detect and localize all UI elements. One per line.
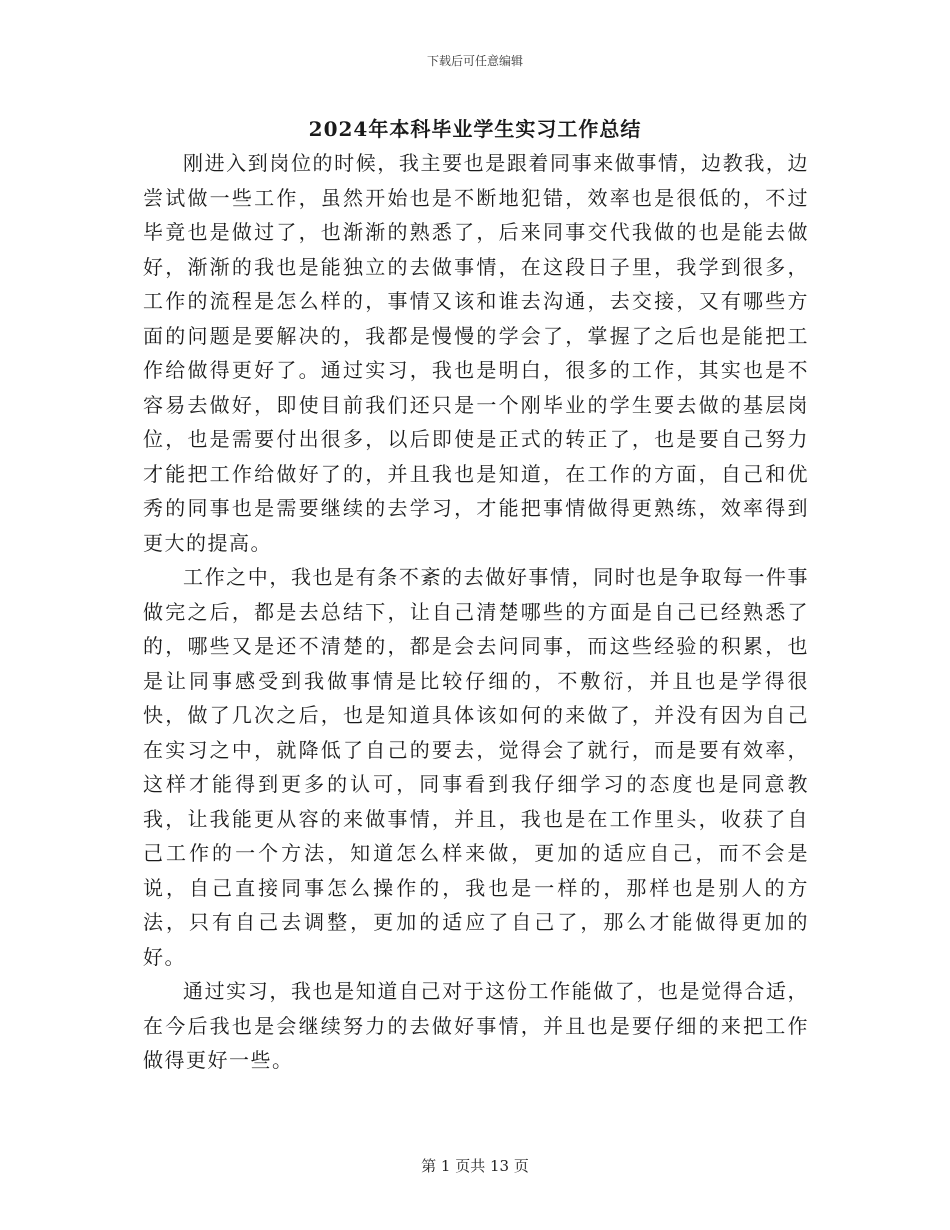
header-note: 下载后可任意编辑 [426,54,523,68]
paragraph-2: 工作之中，我也是有条不紊的去做好事情，同时也是争取每一件事做完之后，都是去总结下，让自己清楚哪些的方面是自己已经熟悉了的，哪些又是还不清楚的，都是会去问同事，而这些经验的积累，也是让同事感受到我做事情是比较仔细的，不敷衍，并且也是学得很快，做了几次之后，也是知道具体该如何的来做了，并没有因为自己在实习之中，就降低了自己的要去，觉得会了就行，而是要有效率，这样才能得到更多的认可，同事看到我仔细学习的态度也是同意教我，让我能更从容的来做事情，并且，我也是在工作里头，收获了自己工作的一个方法，知道怎么样来做，更加的适应自己，而不会是说，自己直接同事怎么操作的，我也是一样的，那样也是别人的方法，只有自己去调整，更加的适应了自己了，那么才能做得更加的好。 [143,565,809,969]
document-title: 2024年本科毕业学生实习工作总结 [308,117,642,141]
paragraph-1: 刚进入到岗位的时候，我主要也是跟着同事来做事情，边教我，边尝试做一些工作，虽然开始也是不断地犯错，效率也是很低的，不过毕竟也是做过了，也渐渐的熟悉了，后来同事交代我做的也是能去做好，渐渐的我也是能独立的去做事情，在这段日子里，我学到很多，工作的流程是怎么样的，事情又该和谁去沟通，去交接，又有哪些方面的问题是要解决的，我都是慢慢的学会了，掌握了之后也是能把工作给做得更好了。通过实习，我也是明白，很多的工作，其实也是不容易去做好，即使目前我们还只是一个刚毕业的学生要去做的基层岗位，也是需要付出很多，以后即使是正式的转正了，也是要自己努力才能把工作给做好了的，并且我也是知道，在工作的方面，自己和优秀的同事也是需要继续的去学习，才能把事情做得更熟练，效率得到更大的提高。 [143,151,809,555]
paragraph-3: 通过实习，我也是知道自己对于这份工作能做了，也是觉得合适，在今后我也是会继续努力的去做好事情，并且也是要仔细的来把工作做得更好一些。 [143,979,809,1072]
page-number-footer: 第 1 页共 13 页 [421,1157,529,1175]
document-body [143,146,809,1078]
